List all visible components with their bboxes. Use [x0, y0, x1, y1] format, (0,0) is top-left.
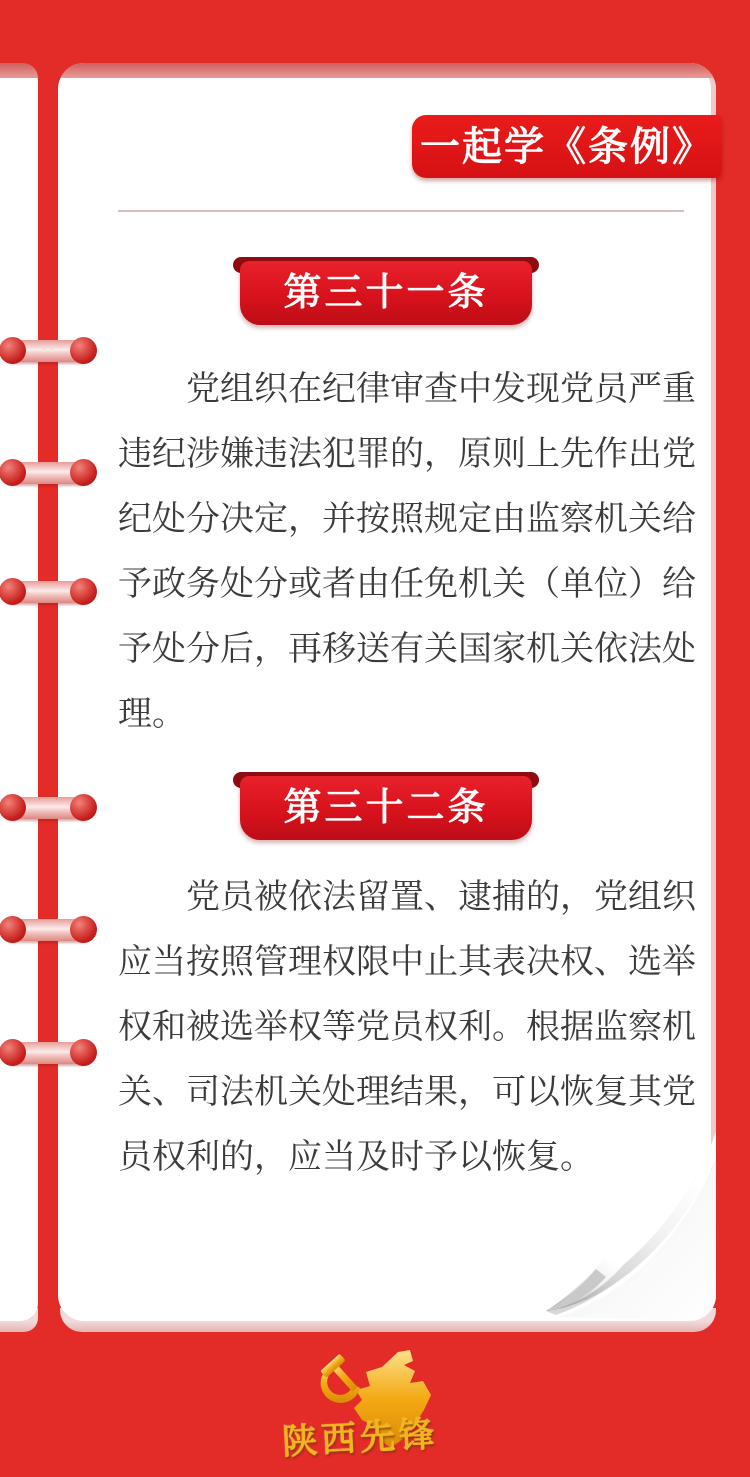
- header-divider: [118, 210, 684, 212]
- article-31-title: 第三十一条: [283, 272, 489, 314]
- binder-ring-icon: [3, 797, 93, 819]
- footer-logo-text: 陕西先锋: [281, 1413, 440, 1463]
- article-32-ribbon: [240, 772, 532, 840]
- binder-ring-icon: [3, 1042, 93, 1064]
- article-32-body: 党员被依法留置、逮捕的，党组织应当按照管理权限中止其表决权、选举权和被选举权等党员权利。根据监察机关、司法机关处理结果，可以恢复其党员权利的，应当及时予以恢复。: [118, 878, 696, 1176]
- left-page-top-edge: [0, 63, 38, 78]
- article-31-ribbon: [240, 257, 532, 325]
- binder-ring-icon: [3, 340, 93, 362]
- binder-ring-icon: [3, 919, 93, 941]
- ribbon-body: [240, 261, 532, 325]
- party-emblem-icon: [320, 1354, 364, 1403]
- ribbon-body: [240, 776, 532, 840]
- binder-ring-icon: [3, 462, 93, 484]
- article-32-title: 第三十二条: [283, 787, 489, 829]
- binder-ring-icon: [3, 581, 93, 603]
- page-top-edge: [58, 63, 716, 78]
- header-badge: [412, 115, 722, 178]
- header-badge-label: 一起学《条例》: [420, 124, 714, 169]
- article-31-body: 党组织在纪律审查中发现党员严重违纪涉嫌违法犯罪的，原则上先作出党纪处分决定，并按照规定由监察机关给予政务处分或者由任免机关（单位）给予处分后，再移送有关国家机关依法处理。: [118, 370, 696, 733]
- footer-logo: [280, 1350, 470, 1470]
- notebook-left-page: [0, 63, 38, 1321]
